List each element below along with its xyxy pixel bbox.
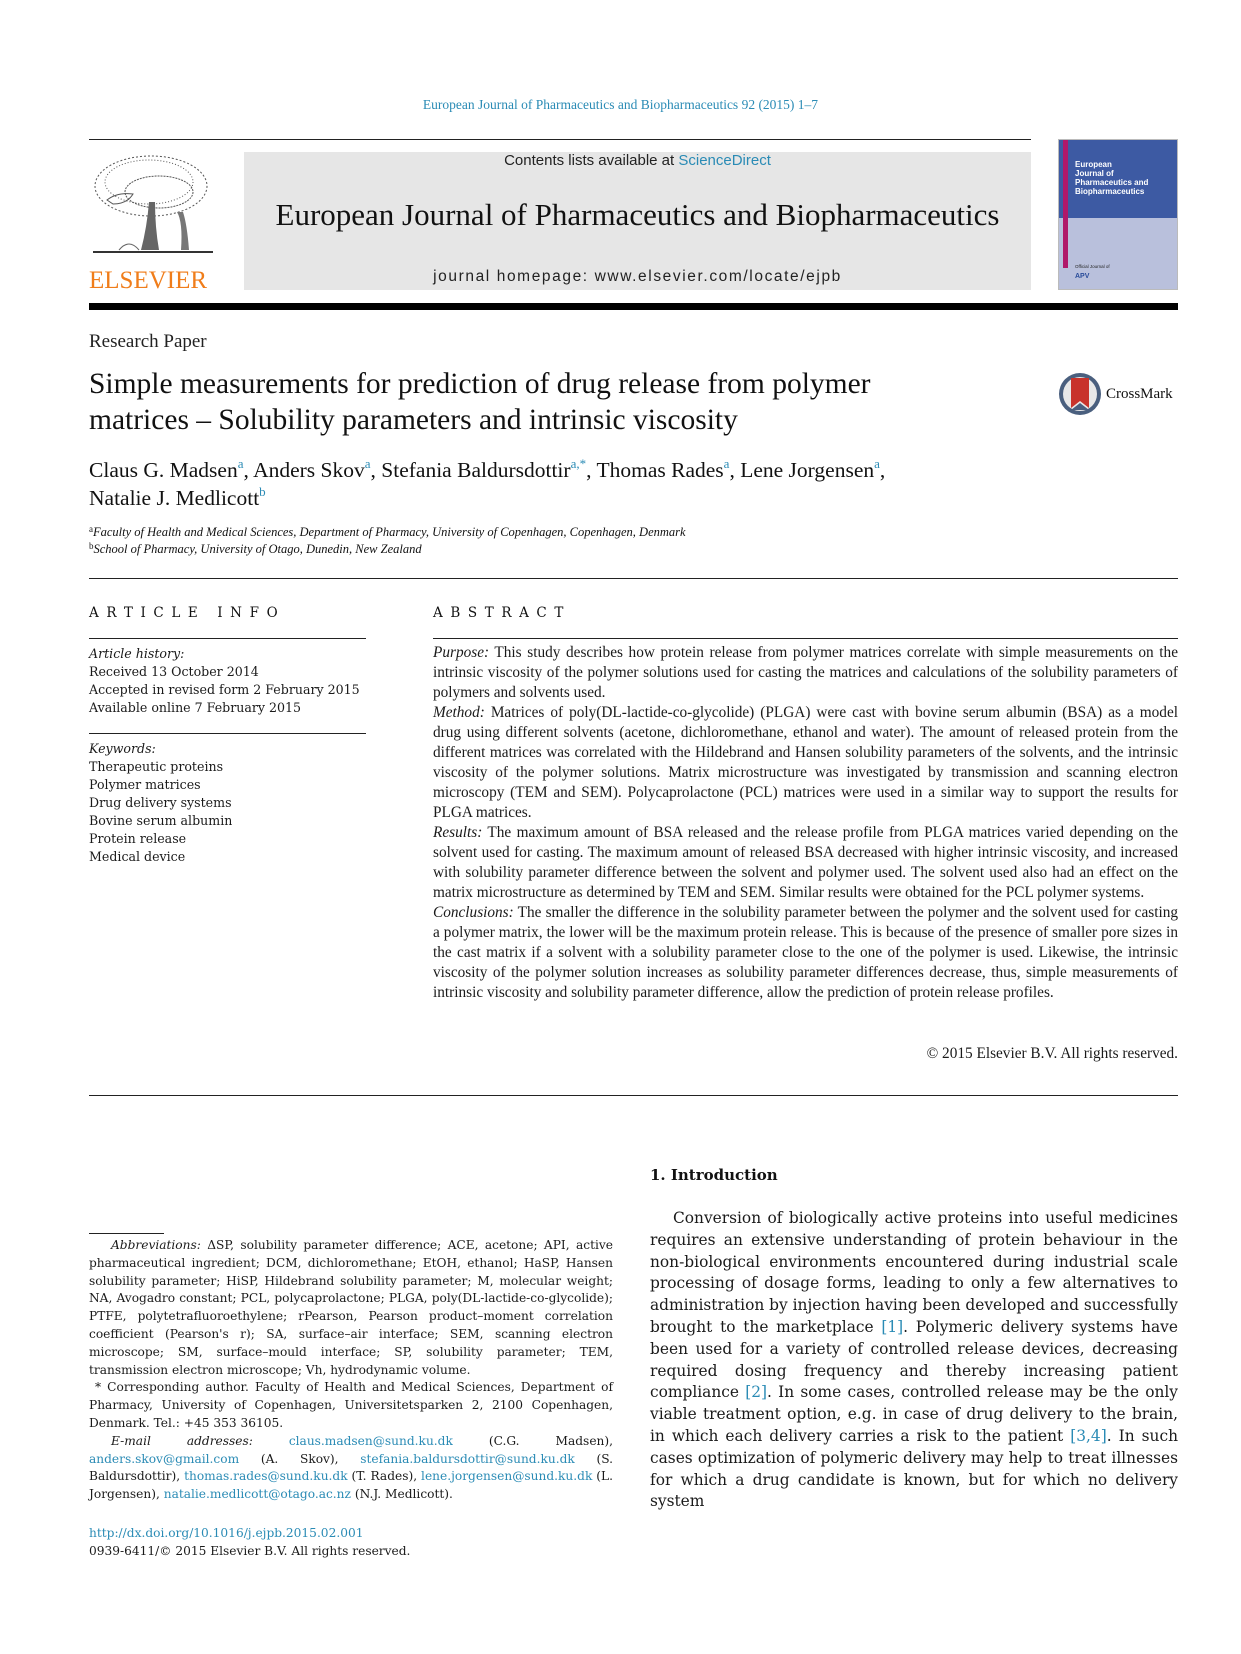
keywords-rule — [89, 733, 366, 734]
footnote-rule — [89, 1233, 164, 1234]
cover-title-line: Journal of — [1075, 169, 1114, 178]
cover-accent-bar — [1063, 140, 1068, 268]
email-owner: (T. Rades), — [347, 1469, 422, 1484]
author-affil-sup[interactable]: a — [364, 456, 371, 471]
cover-title-line: Pharmaceutics and — [1075, 178, 1149, 187]
crossmark-label: CrossMark — [1106, 385, 1173, 402]
abstract-body — [433, 643, 1178, 1003]
running-head[interactable]: European Journal of Pharmaceutics and Biopharmaceutics 92 (2015) 1–7 — [422, 97, 819, 112]
contents-prefix: Contents lists available at — [504, 152, 679, 169]
citation-link[interactable]: [1] — [881, 1317, 904, 1336]
intro-text: . Polymeric delivery systems have been used for a variety of controlled release devices, decreasing required dosing frequency and thereby increasing patient compliance — [650, 1317, 1178, 1402]
author-list — [89, 456, 1089, 512]
abstract-label: Results: — [433, 824, 483, 841]
elsevier-wordmark: ELSEVIER — [89, 267, 208, 294]
author-separator: , — [879, 458, 886, 482]
abstract-label: Method: — [433, 704, 485, 721]
header-rule — [89, 139, 1031, 140]
affil-marker: a — [89, 524, 93, 534]
header-thick-rule — [89, 303, 1178, 310]
email-link[interactable]: thomas.rades@sund.ku.dk — [184, 1469, 348, 1484]
email-owner: (A. Skov), — [239, 1451, 361, 1466]
keyword-item: Protein release — [89, 831, 187, 846]
email-addresses — [89, 1433, 613, 1504]
author-affil-sup[interactable]: b — [259, 484, 266, 499]
email-link[interactable]: lene.jorgensen@sund.ku.dk — [421, 1469, 593, 1484]
abstract-copyright: © 2015 Elsevier B.V. All rights reserved. — [926, 1045, 1178, 1062]
corresponding-author-note: * Corresponding author. Faculty of Health and Medical Sciences, Department of Pharmacy, University of Copenhagen, Universitetsparken 2, 2100 Copenhagen, Denmark. Tel.: +45 353 36105. — [89, 1380, 613, 1430]
homepage-prefix: journal homepage: — [433, 268, 595, 285]
history-received: Received 13 October 2014 — [89, 664, 259, 679]
introduction-heading: 1. Introduction — [650, 1166, 778, 1184]
abbreviations-text: ΔSP, solubility parameter difference; ACE, acetone; API, active pharmaceutical ingredient; DCM, dichloromethane; EtOH, ethanol; HaSP, Hansen solubility parameter; HiSP, Hildebrand solubility parameter; M, molecular weight; NA, Avogadro constant; PCL, polycaprolactone; PLGA, poly(DL-lactide-co-glycolide); PTFE, polytetrafluoroethylene; rPearson, Pearson product–moment correlation coefficient (Pearson's r); SA, surface–air interface; SEM, scanning electron microscope; SM, surface–mould interface; SP, solubility parameter; TEM, transmission electron microscope; Vh, hydrodynamic volume. — [89, 1238, 613, 1377]
journal-banner — [244, 152, 1031, 290]
title-line-2: matrices – Solubility parameters and intrinsic viscosity — [89, 404, 738, 436]
abstract-heading: ABSTRACT — [433, 605, 571, 621]
abstract-purpose — [433, 643, 1178, 703]
keyword-item: Drug delivery systems — [89, 795, 232, 810]
author-name[interactable]: Lene Jorgensen — [740, 458, 875, 482]
email-owner: (N.J. Medlicott). — [350, 1487, 453, 1502]
affil-text: School of Pharmacy, University of Otago, Dunedin, New Zealand — [93, 542, 422, 556]
affil-marker: b — [89, 541, 94, 551]
affiliation-a — [89, 524, 686, 541]
abbreviations-label: Abbreviations: — [111, 1238, 201, 1252]
author-separator: , — [586, 458, 597, 482]
footnotes — [89, 1237, 613, 1504]
author-name[interactable]: Natalie J. Medlicott — [89, 486, 260, 510]
journal-homepage — [244, 268, 1031, 286]
abstract-text: The smaller the difference in the solubility parameter between the polymer and the solvent used for casting a polymer matrix, the lower will be the maximum protein release. This is because of the presence of smaller pore sizes in the cast matrix if a solvent with a solubility parameter close to the one of the polymer is used. Likewise, the intrinsic viscosity of the polymer solution increases as solubility parameter differences decrease, thus, simple measurements of intrinsic viscosity and solubility parameter difference, allow the prediction of protein release profiles. — [433, 904, 1178, 1001]
keyword-item: Bovine serum albumin — [89, 813, 233, 828]
history-accepted: Accepted in revised form 2 February 2015 — [89, 682, 360, 697]
email-owner: (L. Jorgensen), — [89, 1469, 613, 1502]
email-link[interactable]: claus.madsen@sund.ku.dk — [288, 1433, 453, 1448]
author-affil-sup[interactable]: a — [723, 456, 730, 471]
author-separator: , — [370, 458, 382, 482]
abstract-results — [433, 823, 1178, 903]
author-separator: , — [729, 458, 741, 482]
sciencedirect-link[interactable]: ScienceDirect — [678, 152, 771, 169]
abstract-text: This study describes how protein release from polymer matrices correlate with simple measurements on the intrinsic viscosity of the polymer solutions used for casting the matrices and calculations of the solubility parameters of polymers and solvents used. — [433, 644, 1178, 701]
cover-title — [1075, 160, 1148, 196]
keywords-label: Keywords: — [89, 741, 156, 756]
author-name[interactable]: Anders Skov — [253, 458, 365, 482]
email-link[interactable]: anders.skov@gmail.com — [89, 1451, 240, 1466]
cover-title-line: Biopharmaceutics — [1075, 187, 1145, 196]
article-info-rule — [89, 638, 366, 639]
doi-link[interactable]: http://dx.doi.org/10.1016/j.ejpb.2015.02.001 — [89, 1526, 364, 1540]
citation-link[interactable]: [2] — [745, 1383, 768, 1402]
section-rule — [89, 578, 1178, 579]
elsevier-tree-icon — [89, 152, 217, 262]
abstract-rule — [433, 638, 1178, 639]
author-name[interactable]: Stefania Baldursdottir — [381, 458, 571, 482]
crossmark-button[interactable] — [1058, 372, 1173, 416]
author-affil-sup[interactable]: a,* — [570, 456, 587, 471]
affil-text: Faculty of Health and Medical Sciences, Department of Pharmacy, University of Copenhagen, Copenhagen, Denmark — [93, 525, 686, 539]
author-name[interactable]: Thomas Rades — [596, 458, 724, 482]
introduction-body — [650, 1208, 1178, 1513]
email-label: E-mail addresses: — [111, 1433, 253, 1448]
intro-text: Conversion of biologically active proteins into useful medicines requires an extensive understanding of protein behaviour in the non-biological environments encountered during industrial scale processing of dosage forms, leading to only a few alternatives to administration by injection having been developed and successfully brought to the marketplace — [650, 1209, 1178, 1336]
homepage-url[interactable]: www.elsevier.com/locate/ejpb — [594, 268, 842, 285]
intro-text: . In some cases, controlled release may be the only viable treatment option, e.g. in case of drug delivery to the brain, in which each delivery carries a risk to the patient — [650, 1383, 1178, 1445]
cover-footer: Official Journal of — [1075, 264, 1110, 269]
abstract-conclusions — [433, 903, 1178, 1003]
keywords — [89, 740, 379, 866]
article-info-heading: ARTICLE INFO — [89, 605, 286, 621]
article-type: Research Paper — [89, 331, 207, 352]
email-owner: (S. Baldursdottir), — [89, 1451, 614, 1484]
author-separator: , — [243, 458, 254, 482]
issn-copyright: 0939-6411/© 2015 Elsevier B.V. All rights reserved. — [89, 1544, 411, 1558]
journal-cover-image[interactable] — [1058, 139, 1178, 290]
author-affil-sup[interactable]: a — [874, 456, 880, 471]
title-line-1: Simple measurements for prediction of drug release from polymer — [89, 368, 871, 400]
crossmark-icon — [1058, 372, 1102, 416]
keyword-item: Medical device — [89, 849, 186, 864]
cover-title-line: European — [1075, 160, 1112, 169]
article-title — [89, 366, 1049, 438]
citation-link[interactable]: [3,4] — [1070, 1426, 1107, 1445]
intro-text: . In such cases optimization of polymeric delivery may help to treat illnesses for which a drug candidate is known, but for which no delivery system — [650, 1426, 1178, 1511]
history-online: Available online 7 February 2015 — [89, 700, 302, 715]
abstract-method — [433, 703, 1178, 823]
author-affil-sup[interactable]: a — [237, 456, 244, 471]
journal-title: European Journal of Pharmaceutics and Biopharmaceutics — [275, 197, 1000, 232]
email-link[interactable]: stefania.baldursdottir@sund.ku.dk — [360, 1451, 575, 1466]
email-link[interactable]: natalie.medlicott@otago.ac.nz — [163, 1487, 351, 1502]
front-matter-end-rule — [89, 1095, 1178, 1096]
abstract-label: Conclusions: — [433, 904, 514, 921]
history-label: Article history: — [89, 646, 185, 661]
author-name[interactable]: Claus G. Madsen — [89, 458, 238, 482]
cover-apv-logo: APV — [1075, 273, 1090, 280]
keyword-item: Polymer matrices — [89, 777, 201, 792]
keyword-item: Therapeutic proteins — [89, 759, 224, 774]
affiliation-b — [89, 541, 686, 558]
article-history — [89, 645, 379, 717]
contents-line — [244, 152, 1031, 169]
abbreviations-note — [89, 1237, 613, 1379]
affiliations — [89, 524, 686, 558]
abstract-text: Matrices of poly(DL-lactide-co-glycolide) (PLGA) were cast with bovine serum albumin (BSA) as a model drug using different solvents (acetone, dichloromethane, ethanol and water). The amount of released protein from the different matrices was correlated with the Hildebrand and Hansen solubility parameters of the solvents, and the intrinsic viscosity of the polymer solutions. Matrix microstructure was investigated by transmission and scanning electron microscopy (TEM and SEM). Polycaprolactone (PCL) matrices were used in a similar way to support the results for PLGA matrices. — [433, 704, 1178, 821]
abstract-text: The maximum amount of BSA released and the release profile from PLGA matrices varied depending on the solvent used for casting. The maximum amount of released BSA decreased with higher intrinsic viscosity, and increased with solubility parameter difference between the solvent and polymer used. The solvent used also had an effect on the matrix microstructure as determined by TEM and SEM. Similar results were obtained for the PCL polymer systems. — [433, 824, 1178, 901]
email-owner: (C.G. Madsen), — [452, 1433, 614, 1448]
abstract-label: Purpose: — [433, 644, 490, 661]
elsevier-logo — [89, 152, 217, 292]
